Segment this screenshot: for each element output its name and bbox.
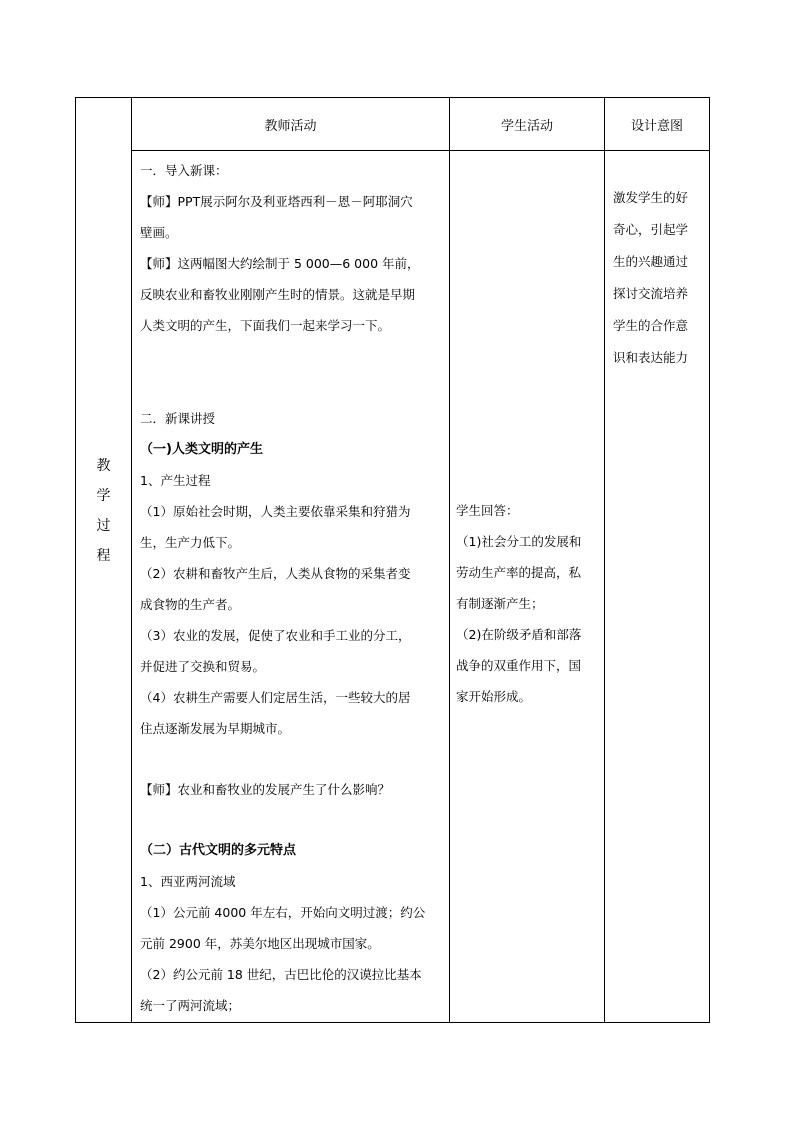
header-teacher-activity: 教师活动 [132,98,450,151]
section-title: 二．新课讲授 [140,411,216,426]
design-intent-cell: 激发学生的好 奇心，引起学 生的兴趣通过 探讨交流培养 学生的合作意 识和表达能力 [605,151,710,1023]
header-row [76,98,710,151]
side-label-cell [76,98,132,1023]
intro-title: 一．导入新课： [140,163,228,178]
header-student-activity: 学生活动 [450,98,605,151]
student-activity-cell: 学生回答： （1)社会分工的发展和 劳动生产率的提高，私 有制逐渐产生； （2)在阶级矛盾和部落 战争的双重作用下，国 家开始形成。 [450,151,605,1023]
teacher-question: 【师】农业和畜牧业的发展产生了什么影响？ [140,782,391,797]
lesson-plan-table [75,97,710,1023]
answer-title: 学生回答： [456,503,519,518]
subsection-title: （二）古代文明的多元特点 [140,843,297,858]
teacher-activity-cell: 一．导入新课： 【师】PPT展示阿尔及利亚塔西利－恩－阿耶洞穴 壁画。 【师】这两幅图大约绘制于 5 000—6 000 年前， 反映农业和畜牧业刚刚产生时的情景。这就是早期 人类文明的产生，下面我们一起来学习一下。 二．新课讲授 （一)人类文明的产生 1、产生过程 （1）原始社会时期，人类主要依靠采集和狩猎为 生，生产力低下。 （2）农耕和畜牧产生后，人类从食物的采集者变 成食物的生产者。 （3）农业的发展，促使了农业和手工业的分工， 并促进了交换和贸易。 （4）农耕生产需要人们定居生活，一些较大的居 住点逐渐发展为早期城市。 【师】农业和畜牧业的发展产生了什么影响？ （二）古代文明的多元特点 1、西亚两河流域 （1）公元前 4000 年左右，开始向文明过渡；约公 元前 2900 年，苏美尔地区出现城市国家。 （2）约公元前 18 世纪，古巴比伦的汉谟拉比基本 统一了两河流域； [132,151,450,1023]
header-design-intent: 设计意图 [605,98,710,151]
side-label: 教 学 过 程 [96,458,111,564]
content-row [76,151,710,1023]
subsection-title: （一)人类文明的产生 [140,442,263,457]
